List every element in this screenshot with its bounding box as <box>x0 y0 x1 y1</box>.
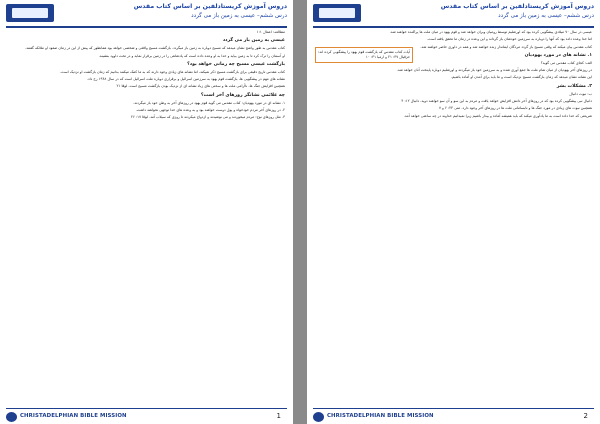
header-subtitle: درس ششم– عیسی به زمین باز می گردد <box>498 13 594 19</box>
header-divider <box>6 26 287 28</box>
header-subtitle: درس ششم– عیسی به زمین باز می گردد <box>191 13 287 19</box>
section-heading: ۲. مشکلات بشر <box>556 83 592 89</box>
paragraph: ۳. مثل روزهای نوح: مردم میخوردند و می نوشیدند و ازدواج میکردند تا روزی که سیلاب آمد. لوقا ۱۷: ۲۶ <box>130 115 285 120</box>
section-heading: چه علائمی نشانگر روزهای آخر است؟ <box>200 92 285 98</box>
paragraph: کتاب مقدس بیان میکند که وقتی مسیح باز گردد مردگان ایماندار زنده خواهند شد و همه در داوری حاضر خواهند شد. <box>420 44 592 49</box>
page-footer <box>307 402 600 424</box>
paragraph: ۲. در روزهای آخر مردم خودخواه و پول دوست خواهند بود و به وعده های خدا توجهی نخواهند داشت. <box>135 108 285 113</box>
section-heading: ۱. نشانه های در مورد یهودیان <box>524 52 592 58</box>
page-header <box>6 3 287 25</box>
section-heading: عیسی به زمین باز می گردد <box>222 38 285 44</box>
paragraph: اما خدا وعده داده بود که آنها را دوباره به سرزمین خودشان باز گرداند و این وعده در زمان ما تحقق یافته است. <box>427 37 592 42</box>
paragraph: کتاب مقدس به طور واضح نشان میدهد که مسیح دوباره به زمین باز میگردد. بازگشت مسیح واقعی و شخصی خواهد بود همانطور که پیش از این در زمان صعود او ملائکه گفتند. <box>25 46 285 51</box>
header-title: دروس آموزش کریستادلفین بر اساس کتاب مقدس <box>133 3 287 10</box>
page-body <box>8 30 285 398</box>
paragraph: در روزهای آخر یهودیان از میان تمام ملت ها جمع آوری شده و به سرزمین خود باز میگردند و اورشلیم دوباره پایتخت آنان خواهد شد. <box>396 68 592 73</box>
mission-logo <box>313 4 361 22</box>
mission-logo <box>6 4 54 22</box>
scripture-callout-box: آیات کتاب مقدس که بازگشت قوم یهود را پیشگویی کرده اند: حزقیال ۳۷: ۲۱ و ارمیا ۳۱: ۱۰ <box>315 47 413 63</box>
footer-divider <box>6 408 287 409</box>
globe-icon <box>313 412 324 422</box>
paragraph: شریعتی که خدا داده است به ما یادآوری میکند که باید همیشه آماده و بیدار باشیم زیرا نمیدانیم خداوند در چه ساعتی خواهد آمد. <box>403 113 592 118</box>
study-reference: مطالعه: اعمال ۱:۱ <box>256 30 285 34</box>
footer-org-name: CHRISTADELPHIAN BIBLE MISSION <box>327 413 434 419</box>
paragraph: نشانه های مهم در پیشگویی ها، بازگشت قوم یهود به سرزمین اسرائیل و برقراری دوباره ملت اسرائیل است که در سال ۱۹۴۸ رخ داد. <box>86 77 285 82</box>
page-header <box>313 3 594 25</box>
footer-org-name: CHRISTADELPHIAN BIBLE MISSION <box>20 413 127 419</box>
page-1 <box>0 0 293 424</box>
footer-divider <box>313 408 594 409</box>
page-2 <box>307 0 600 424</box>
page-number: 1 <box>276 412 281 420</box>
paragraph: او آسمان را ترک کرد تا به زمین بیاید و خدا به او وعده داده است که پادشاهی را در زمین برقرار نماید و در تخت داوود بنشیند. <box>98 53 285 58</box>
page-footer <box>0 402 293 424</box>
paragraph: عیسی در سال ۷۰ میلادی پیشگویی کرده بود که اورشلیم توسط رومیان ویران خواهد شد و قوم یهود در میان ملت ها پراکنده خواهند شد. <box>389 30 592 34</box>
page-body <box>315 30 592 398</box>
header-divider <box>313 26 594 28</box>
paragraph: دانیال نبی پیشگویی کرده بود که در روزهای آخر دانش افزایش خواهد یافت و مردم به این سو و آن سو خواهند دوید. دانیال ۱۲: ۴ <box>401 99 592 104</box>
globe-icon <box>6 412 17 422</box>
header-title: دروس آموزش کریستادلفین بر اساس کتاب مقدس <box>440 3 594 10</box>
question: الف: کجای کتاب مقدس می گوید؟ <box>540 60 592 65</box>
paragraph: ۱. نشانه ای در مورد یهودیان: کتاب مقدس می گوید قوم یهود در روزهای آخر به وطن خود باز میگردند. <box>133 100 285 105</box>
section-heading: بازگشت عیسی مسیح چه زمانی خواهد بود؟ <box>187 61 285 67</box>
page-number: 2 <box>583 412 588 420</box>
paragraph: این نشانه نشان میدهد که زمان بازگشت مسیح نزدیک است و ما باید برای آمدن او آماده باشیم. <box>450 75 592 80</box>
paragraph: همچنین نبوت های زیادی در مورد جنگ ها و نابسامانی ملت ها در روزهای آخر وجود دارد. متی ۲۴: ۶ و ۷ <box>438 106 592 111</box>
paragraph: همچنین افزایش جنگ ها، ناآرامی ملت ها و سختی های زیاد نشانه ای از نزدیک بودن بازگشت مسیح است. لوقا ۲۱ <box>116 84 285 89</box>
question: ب: نبوت دانیال <box>569 91 592 96</box>
paragraph: کتاب مقدس تاریخ دقیقی برای بازگشت مسیح ذکر نمیکند، اما نشانه های زیادی وجود دارند که به ما کمک میکنند بدانیم که زمان بازگشت او نزدیک است. <box>60 69 285 74</box>
